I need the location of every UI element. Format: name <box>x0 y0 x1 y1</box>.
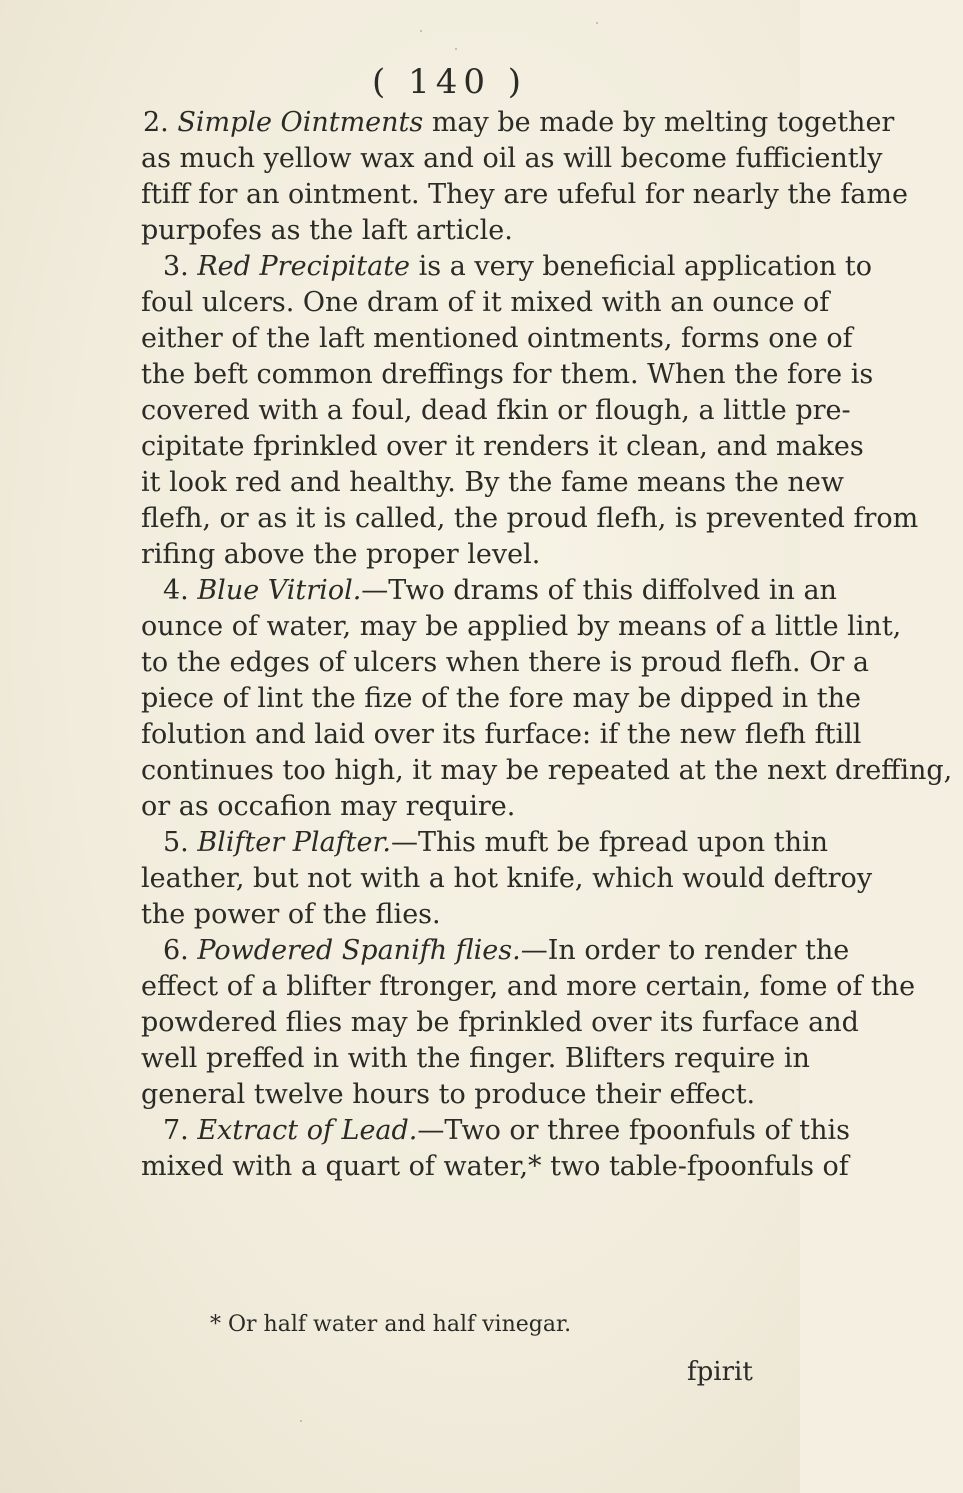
text-run: 7. <box>163 1115 198 1146</box>
text-line <box>141 213 941 249</box>
text-run: the power of the flies. <box>141 899 441 930</box>
text-line <box>141 861 941 897</box>
text-run: may be made by melting together <box>423 107 895 138</box>
heading-italic: Red Precipitate <box>197 251 411 282</box>
text-run: —Two or three fpoonfuls of this <box>417 1115 851 1146</box>
page-number: ( 140 ) <box>372 62 528 102</box>
text-line <box>141 393 941 429</box>
text-line <box>141 645 941 681</box>
text-run: well preffed in with the finger. Blifters require in <box>141 1043 810 1074</box>
heading-italic: Extract of Lead. <box>197 1115 418 1146</box>
text-run: rifing above the proper level. <box>141 539 541 570</box>
text-run: covered with a foul, dead fkin or flough, a little pre- <box>141 395 851 426</box>
text-line <box>163 249 963 285</box>
text-run: foul ulcers. One dram of it mixed with an ounce of <box>141 287 830 318</box>
text-line <box>141 465 941 501</box>
text-run: purpofes as the laft article. <box>141 215 513 246</box>
text-line <box>141 753 953 789</box>
text-run: piece of lint the fize of the fore may be dipped in the <box>141 683 861 714</box>
text-line <box>141 1041 941 1077</box>
text-run: 2. <box>143 107 178 138</box>
paper-speck <box>420 30 422 32</box>
heading-italic: Blue Vitriol. <box>197 575 362 606</box>
text-line <box>163 933 963 969</box>
text-line <box>141 141 941 177</box>
text-line <box>163 573 963 609</box>
text-line <box>141 1077 941 1113</box>
text-line <box>141 789 941 825</box>
text-run: —Two drams of this diffolved in an <box>361 575 837 606</box>
text-run: mixed with a quart of water,* two table-fpoonfuls of <box>141 1151 849 1182</box>
text-run: 3. <box>163 251 198 282</box>
text-run: cipitate fprinkled over it renders it clean, and makes <box>141 431 864 462</box>
text-line <box>141 969 941 1005</box>
text-run: either of the laft mentioned ointments, forms one of <box>141 323 853 354</box>
text-line <box>141 717 941 753</box>
text-run: —In order to render the <box>520 935 850 966</box>
heading-italic: Powdered Spanifh flies. <box>197 935 521 966</box>
text-line <box>141 1005 941 1041</box>
text-run: ounce of water, may be applied by means of a little lint, <box>141 611 902 642</box>
text-run: powdered flies may be fprinkled over its furface and <box>141 1007 859 1038</box>
text-run: general twelve hours to produce their effect. <box>141 1079 756 1110</box>
text-line <box>141 177 941 213</box>
text-run: leather, but not with a hot knife, which would deftroy <box>141 863 873 894</box>
paper-speck <box>455 48 457 50</box>
text-run: ftiff for an ointment. They are ufeful for nearly the fame <box>141 179 908 210</box>
text-run: continues too high, it may be repeated at the next dreffing, <box>141 755 953 786</box>
text-line <box>141 681 941 717</box>
text-line <box>141 609 941 645</box>
text-run: or as occafion may require. <box>141 791 516 822</box>
text-run: effect of a blifter ftronger, and more certain, fome of the <box>141 971 916 1002</box>
text-line <box>141 897 941 933</box>
text-line <box>141 537 941 573</box>
heading-italic: Simple Ointments <box>177 107 424 138</box>
text-line <box>141 429 941 465</box>
text-run: the beft common dreffings for them. When the fore is <box>141 359 874 390</box>
text-run: is a very beneficial application to <box>410 251 873 282</box>
text-run: flefh, or as it is called, the proud flefh, is prevented from <box>141 503 919 534</box>
text-run: 6. <box>163 935 198 966</box>
text-run: folution and laid over its furface: if the new flefh ftill <box>141 719 862 750</box>
paper-speck <box>300 1420 302 1422</box>
text-line <box>141 501 941 537</box>
text-line <box>163 825 963 861</box>
text-run: to the edges of ulcers when there is proud flefh. Or a <box>141 647 869 678</box>
text-run: it look red and healthy. By the fame means the new <box>141 467 844 498</box>
text-line <box>141 285 941 321</box>
footnote: * Or half water and half vinegar. <box>210 1312 572 1337</box>
text-line <box>141 357 941 393</box>
text-run: 5. <box>163 827 198 858</box>
text-run: —This muft be fpread upon thin <box>391 827 829 858</box>
text-line <box>143 105 943 141</box>
text-run: as much yellow wax and oil as will become fufficiently <box>141 143 883 174</box>
paper-speck <box>596 22 598 24</box>
heading-italic: Blifter Plafter. <box>197 827 392 858</box>
text-line <box>141 1149 941 1185</box>
text-run: 4. <box>163 575 198 606</box>
catchword: fpirit <box>687 1357 753 1387</box>
text-line <box>141 321 941 357</box>
text-line <box>163 1113 963 1149</box>
